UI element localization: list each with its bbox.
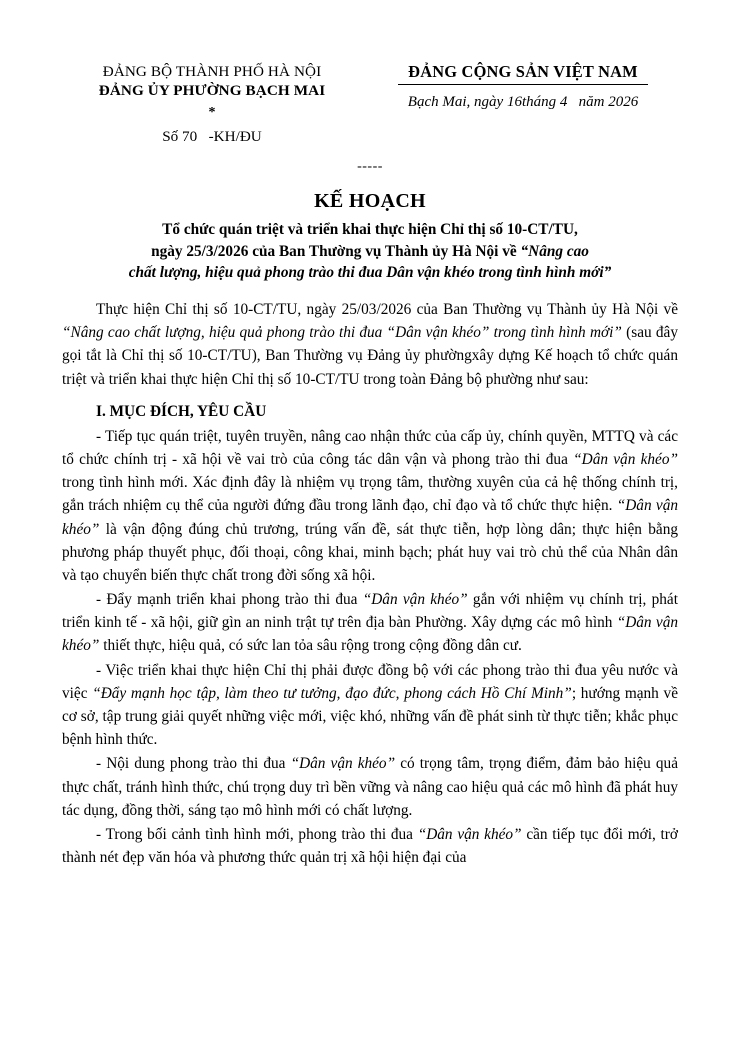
bullet-paragraph-2 (62, 588, 678, 658)
b1-quote-2: “Dân vận khéo” (62, 497, 679, 538)
b1-text-a: - Tiếp tục quán triệt, tuyên truyền, nâng cao nhận thức của cấp ủy, chính quyền, MTTQ và các tổ chức chính trị - xã hội về vai trò của công tác dân vận và phong trào thi đua (62, 427, 678, 469)
document-number: Số 70 -KH/ĐU (162, 127, 262, 145)
intro-text-a: Thực hiện Chỉ thị số 10-CT/TU, ngày 25/03/2026 của Ban Thường vụ Thành ủy Hà Nội về (96, 301, 678, 319)
title-block (0, 188, 740, 284)
b1-text-c: là vận động đúng chủ trương, trúng vấn đề, sát thực tiễn, hợp lòng dân; thực hiện bằng phương pháp thuyết phục, đối thoại, công khai, minh bạch; phát huy vai trò chủ thể của Nhân dân và tạo chuyển biến thực chất trong đời sống xã hội. (62, 520, 678, 584)
section-heading-1: I. MỤC ĐÍCH, YÊU CẦU (96, 402, 267, 420)
national-motto: ĐẢNG CỘNG SẢN VIỆT NAM (398, 62, 648, 85)
b1-quote-1: “Dân vận khéo” (573, 451, 678, 469)
b5-text-a: - Trong bối cảnh tình hình mới, phong trào thi đua (96, 825, 418, 843)
b1-text-b: trong tình hình mới. Xác định đây là nhiệm vụ trọng tâm, thường xuyên của cả hệ thống chính trị, gắn trách nhiệm cụ thể của người đứng đầu trong lãnh đạo, chỉ đạo và tổ chức thực hiện. (62, 474, 678, 515)
document-body (0, 298, 740, 869)
header-divider: ----- (357, 158, 383, 174)
b4-text-a: - Nội dung phong trào thi đua (96, 755, 291, 773)
place-and-date: Bạch Mai, ngày 16tháng 4 năm 2026 (407, 94, 639, 110)
b2-text-c: thiết thực, hiệu quả, có sức lan tỏa sâu rộng trong cộng đồng dân cư. (99, 637, 522, 655)
b4-text-b: có trọng tâm, trọng điểm, đảm bảo hiệu quả thực chất, tránh hình thức, chú trọng duy trì bền vững và nâng cao hiệu quả các mô hình đã phát huy tác dụng, đồng thời, sáng tạo mô hình mới có chất lượng. (62, 755, 678, 819)
b5-quote-1: “Dân vận khéo” (417, 825, 522, 843)
national-heading-block (362, 62, 678, 111)
b2-quote-1: “Dân vận khéo” (362, 591, 468, 609)
bullet-paragraph-1 (62, 425, 678, 587)
b3-text-a: - Việc triển khai thực hiện Chỉ thị phải được đồng bộ với các phong trào thi đua yêu nước và việc (62, 661, 678, 702)
intro-text-b: (sau đây gọi tắt là Chỉ thị số 10-CT/TU), Ban Thường vụ Đảng ủy phườngxây dựng Kế hoạch tổ chức quán triệt và triển khai thực hiện Chỉ thị số 10-CT/TU trong toàn Đảng bộ phường như sau: (62, 324, 678, 388)
subtitle-line-2-plain: ngày 25/3/2026 của Ban Thường vụ Thành ủy Hà Nội về (151, 242, 521, 260)
bullet-paragraph-4 (62, 752, 678, 822)
document-subtitle (62, 219, 678, 284)
b2-quote-2: “Dân vận khéo” (62, 614, 678, 655)
org-city-line: ĐẢNG BỘ THÀNH PHỐ HÀ NỘI (102, 63, 322, 80)
bullet-paragraph-5 (62, 823, 678, 869)
b3-quote-1: “Đẩy mạnh học tập, làm theo tư tưởng, đạo đức, phong cách Hồ Chí Minh” (92, 684, 572, 702)
b2-text-a: - Đẩy mạnh triển khai phong trào thi đua (96, 591, 363, 609)
bullet-paragraph-3 (62, 659, 678, 752)
org-ward-line: ĐẢNG ỦY PHƯỜNG BẠCH MAI (98, 82, 326, 100)
b5-text-b: cần tiếp tục đổi mới, trở thành nét đẹp văn hóa và phương thức quản trị xã hội hiện đại của (62, 825, 678, 867)
issuing-authority-block (62, 62, 362, 146)
b3-text-b: ; hướng mạnh về cơ sở, tập trung giải quyết những việc mới, việc khó, những vấn đề phát sinh từ thực tiễn; khắc phục bệnh hình thức. (62, 684, 678, 749)
intro-paragraph (62, 298, 678, 391)
page-title: KẾ HOẠCH (314, 189, 426, 212)
subtitle-line-1: Tổ chức quán triệt và triển khai thực hiện Chỉ thị số 10-CT/TU, (162, 220, 578, 238)
subtitle-line-3-italic: chất lượng, hiệu quả phong trào thi đua Dân vận khéo trong tình hình mới” (128, 264, 612, 282)
b4-quote-1: “Dân vận khéo” (290, 755, 396, 773)
b2-text-b: gắn với nhiệm vụ chính trị, phát triển kinh tế - xã hội, giữ gìn an ninh trật tự trên địa bàn Phường. Xây dựng các mô hình (62, 591, 678, 632)
star-separator: * (208, 104, 216, 120)
document-header (0, 0, 740, 146)
subtitle-line-2-italic: “Nâng cao (520, 242, 589, 260)
intro-quote: “Nâng cao chất lượng, hiệu quả phong trào thi đua “Dân vận khéo” trong tình hình mới” (62, 324, 622, 342)
